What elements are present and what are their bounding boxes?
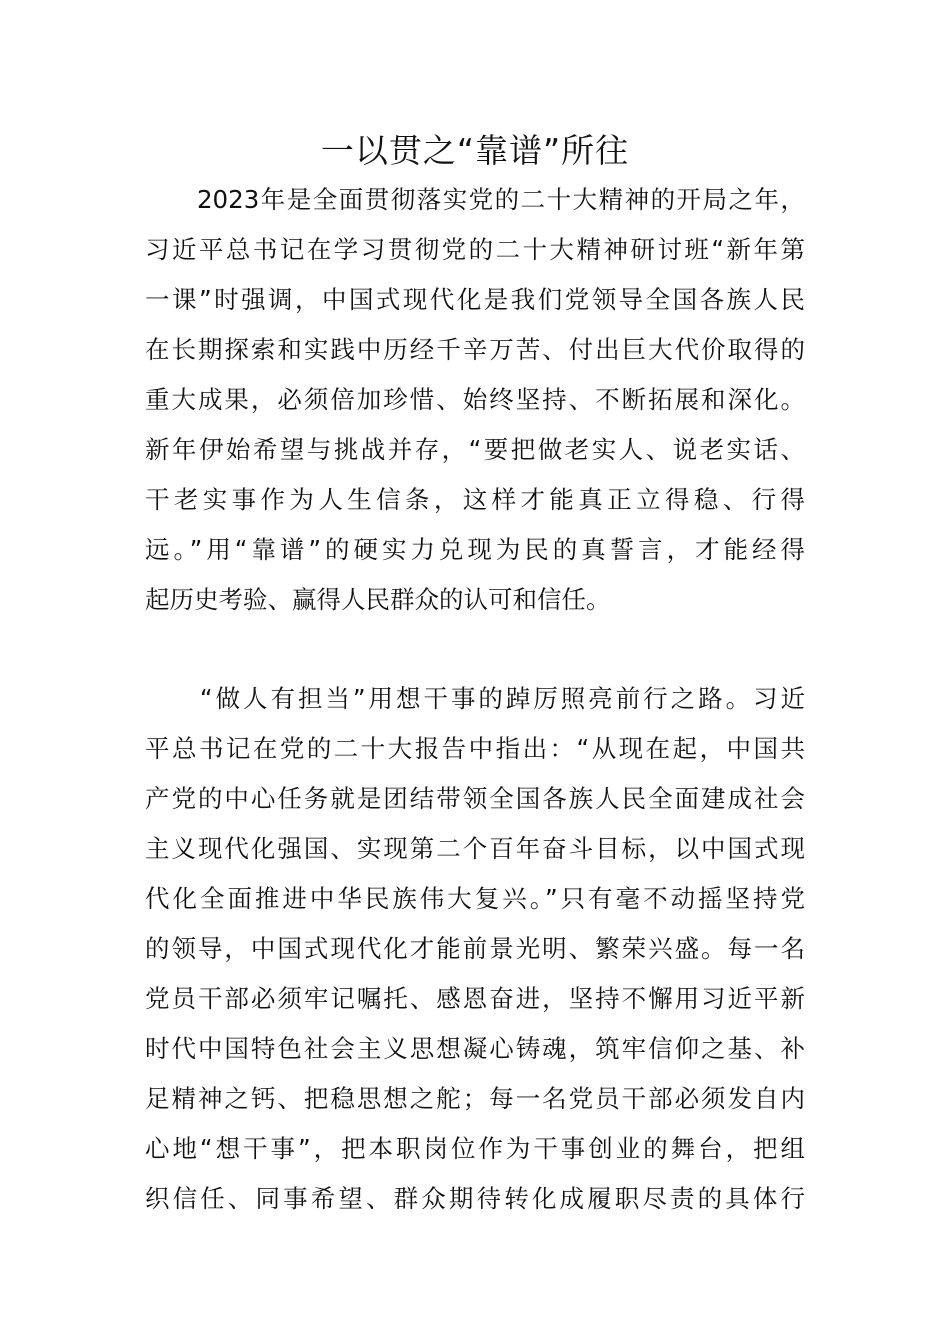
paragraph-line: 远。”用“靠谱”的硬实力兑现为民的真誓言，才能经得 <box>145 535 805 564</box>
paragraph-line: 一课”时强调，中国式现代化是我们党领导全国各族人民 <box>145 285 805 314</box>
paragraph-line: 党员干部必须牢记嘱托、感恩奋进，坚持不懈用习近平新 <box>145 984 805 1013</box>
paragraph-line: 2023年是全面贯彻落实党的二十大精神的开局之年， <box>145 185 805 214</box>
paragraph-line: 的领导，中国式现代化才能前景光明、繁荣兴盛。每一名 <box>145 934 805 963</box>
paragraph-line: 干老实事作为人生信条，这样才能真正立得稳、行得 <box>145 485 805 514</box>
paragraph-line: 足精神之钙、把稳思想之舵；每一名党员干部必须发自内 <box>145 1084 805 1113</box>
paragraph-line: “做人有担当”用想干事的踔厉照亮前行之路。习近 <box>145 684 805 713</box>
paragraph-line: 在长期探索和实践中历经千辛万苦、付出巨大代价取得的 <box>145 335 805 364</box>
paragraph-line: 新年伊始希望与挑战并存，“要把做老实人、说老实话、 <box>145 435 805 464</box>
paragraph-line: 产党的中心任务就是团结带领全国各族人民全面建成社会 <box>145 784 805 813</box>
paragraph-line: 织信任、同事希望、群众期待转化成履职尽责的具体行 <box>145 1184 805 1213</box>
document-title: 一以贯之“靠谱”所往 <box>320 131 630 170</box>
paragraph-line: 重大成果，必须倍加珍惜、始终坚持、不断拓展和深化。 <box>145 385 805 414</box>
paragraph-line: 心地“想干事”，把本职岗位作为干事创业的舞台，把组 <box>145 1134 805 1163</box>
paragraph-line: 时代中国特色社会主义思想凝心铸魂，筑牢信仰之基、补 <box>145 1034 805 1063</box>
paragraph-line: 起历史考验、赢得人民群众的认可和信任。 <box>145 585 611 614</box>
paragraph-line: 代化全面推进中华民族伟大复兴。”只有毫不动摇坚持党 <box>145 884 805 913</box>
paragraph-line: 主义现代化强国、实现第二个百年奋斗目标，以中国式现 <box>145 834 805 863</box>
paragraph-line: 平总书记在党的二十大报告中指出：“从现在起，中国共 <box>145 734 805 763</box>
paragraph-line: 习近平总书记在学习贯彻党的二十大精神研讨班“新年第 <box>145 235 805 264</box>
